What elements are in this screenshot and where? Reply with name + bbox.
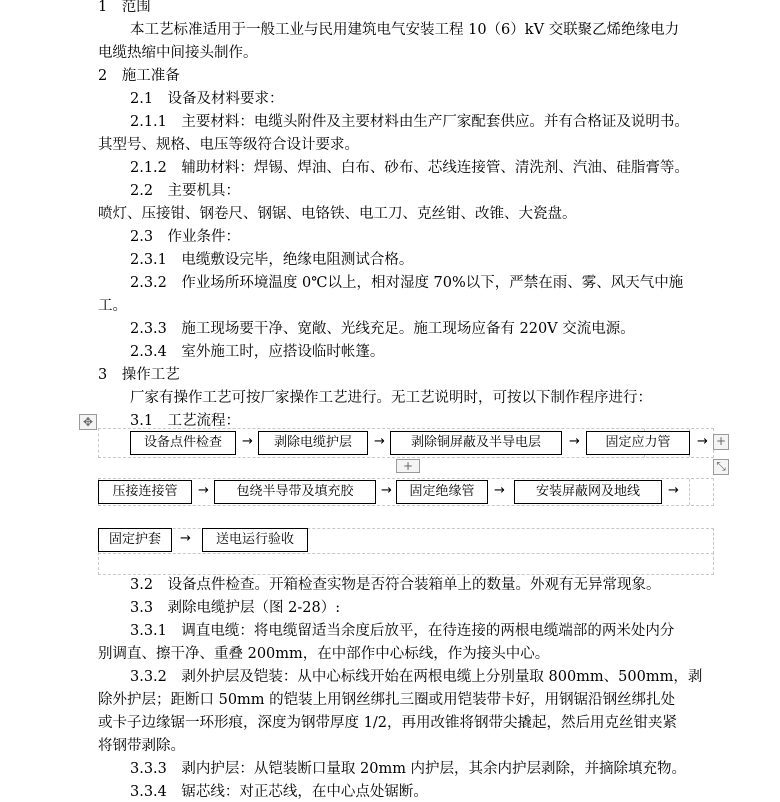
paragraph-line: 2.3.4 室外施工时，应搭设临时帐篷。	[130, 344, 385, 360]
paragraph-line: 别调直、擦干净、重叠 200mm，在中部作中心标线，作为接头中心。	[98, 646, 550, 662]
flow-step: 设备点件检查	[130, 431, 236, 455]
flow-step: 剥除电缆护层	[258, 431, 368, 455]
add-column-icon[interactable]: +	[713, 434, 729, 450]
flow-step: 送电运行验收	[202, 528, 308, 552]
flow-step: 压接连接管	[98, 480, 192, 504]
flow-step: 包绕半导带及填充胶	[214, 480, 376, 504]
paragraph-line: 厂家有操作工艺可按厂家操作工艺进行。无工艺说明时，可按以下制作程序进行：	[130, 390, 652, 406]
flow-step: 固定绝缘管	[396, 480, 488, 504]
flow-step: 剥除铜屏蔽及半导电层	[390, 431, 562, 455]
paragraph-line: 2.3.1 电缆敷设完毕，绝缘电阻测试合格。	[130, 252, 414, 268]
flow-step: 安装屏蔽网及地线	[514, 480, 662, 504]
paragraph-line: 工。	[98, 298, 127, 314]
flow-step: 固定应力管	[586, 431, 690, 455]
flow-arrow: →	[242, 434, 253, 449]
paragraph-line: 3.3 剥除电缆护层（图 2-28）:	[130, 600, 341, 616]
flow-arrow: →	[374, 434, 385, 449]
paragraph-line: 喷灯、压接钳、钢卷尺、钢锯、电铬铁、电工刀、克丝钳、改锥、大瓷盘。	[98, 206, 577, 222]
add-row-icon[interactable]: +	[396, 459, 420, 473]
paragraph-line: 3.3.1 调直电缆：将电缆留适当余度后放平，在待连接的两根电缆端部的两米处内分	[130, 623, 675, 639]
table-resize-icon[interactable]: ⤡	[713, 459, 729, 475]
heading-scope: 1 范围	[98, 0, 151, 15]
flow-arrow: →	[198, 483, 209, 498]
paragraph-line: 其型号、规格、电压等级符合设计要求。	[98, 137, 359, 153]
paragraph-line: 3.3.2 剥外护层及铠装：从中心标线开始在两根电缆上分别量取 800mm、500mm，剥	[130, 669, 703, 685]
flow-arrow: →	[381, 483, 392, 498]
flow-step: 固定护套	[98, 528, 172, 552]
paragraph-line: 2.3 作业条件：	[130, 229, 241, 245]
paragraph-line: 2.1 设备及材料要求：	[130, 91, 284, 107]
paragraph-line: 本工艺标准适用于一般工业与民用建筑电气安装工程 10（6）kV 交联聚乙烯绝缘电力	[130, 22, 680, 38]
flow-table-row	[98, 552, 714, 575]
paragraph-line: 2.3.3 施工现场要干净、宽敞、光线充足。施工现场应备有 220V 交流电源。	[130, 321, 635, 337]
flow-arrow: →	[668, 483, 679, 498]
paragraph-line: 将钢带剥除。	[98, 738, 185, 754]
table-move-handle-icon[interactable]: ✥	[79, 414, 97, 430]
paragraph-line: 3.2 设备点件检查。开箱检查实物是否符合装箱单上的数量。外观有无异常现象。	[130, 577, 661, 593]
flow-arrow: →	[697, 434, 708, 449]
paragraph-line: 电缆热缩中间接头制作。	[98, 45, 258, 61]
paragraph-line: 2.3.2 作业场所环境温度 0℃以上，相对湿度 70%以下，严禁在雨、雾、风天气中施	[130, 275, 684, 291]
flow-arrow: →	[569, 434, 580, 449]
paragraph-line: 或卡子边缘锯一环形痕，深度为钢带厚度 1/2，再用改锥将钢带尖撬起，然后用克丝钳夹紧	[98, 715, 677, 731]
paragraph-line: 3.3.3 剥内护层：从铠装断口量取 20mm 内护层，其余内护层剥除，并摘除填充物。	[130, 761, 687, 777]
heading-operation: 3 操作工艺	[98, 367, 180, 383]
paragraph-line: 3.1 工艺流程：	[130, 413, 241, 429]
heading-preparation: 2 施工准备	[98, 68, 180, 84]
paragraph-line: 除外护层；距断口 50mm 的铠装上用钢丝绑扎三圈或用铠装带卡好，用钢锯沿钢丝绑扎处	[98, 692, 676, 708]
flow-arrow: →	[494, 483, 505, 498]
paragraph-line: 2.2 主要机具：	[130, 183, 241, 199]
paragraph-line: 3.3.4 锯芯线：对正芯线，在中心点处锯断。	[130, 784, 428, 800]
flow-arrow: →	[180, 531, 191, 546]
paragraph-line: 2.1.1 主要材料：电缆头附件及主要材料由生产厂家配套供应。并有合格证及说明书。	[130, 114, 689, 130]
paragraph-line: 2.1.2 辅助材料：焊锡、焊油、白布、砂布、芯线连接管、清洗剂、汽油、硅脂膏等。	[130, 160, 689, 176]
